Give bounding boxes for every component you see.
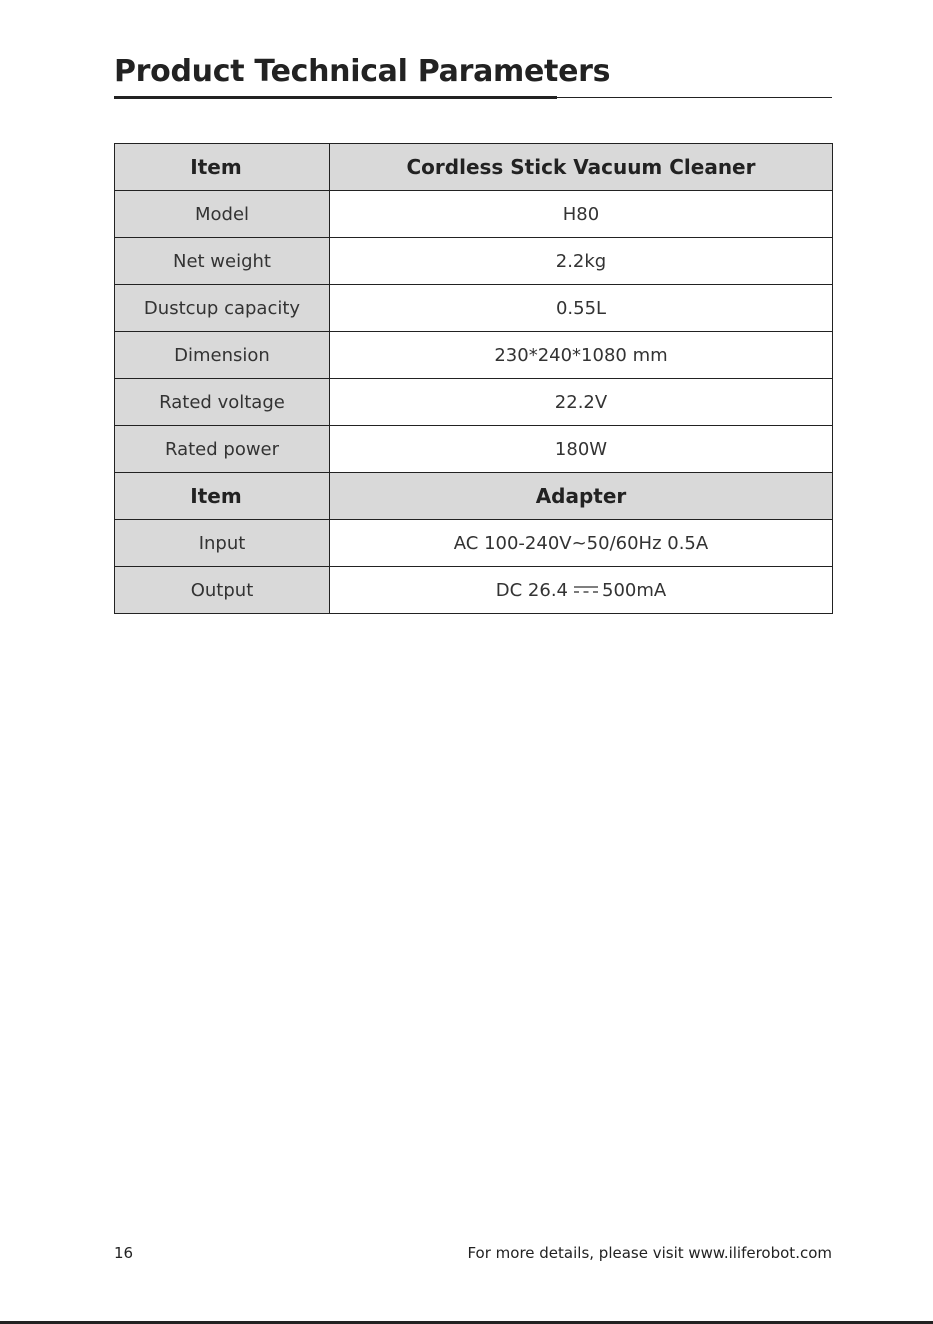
table-header-row — [115, 144, 833, 191]
dc-current-icon — [574, 585, 598, 594]
row-label: Dustcup capacity — [115, 285, 330, 332]
row-value: 180W — [330, 426, 833, 473]
output-current: 500mA — [602, 579, 667, 601]
page-number: 16 — [114, 1244, 134, 1262]
row-label: Model — [115, 191, 330, 238]
row-label: Rated power — [115, 426, 330, 473]
row-label: Output — [115, 567, 330, 614]
header-item-cell: Item — [115, 144, 330, 191]
row-value: AC 100-240V~50/60Hz 0.5A — [330, 520, 833, 567]
spec-table — [114, 143, 833, 614]
table-row — [115, 520, 833, 567]
row-label: Dimension — [115, 332, 330, 379]
row-value: 22.2V — [330, 379, 833, 426]
row-label: Net weight — [115, 238, 330, 285]
adapter-header-cell: Adapter — [330, 473, 833, 520]
header-product-cell: Cordless Stick Vacuum Cleaner — [330, 144, 833, 191]
row-value: H80 — [330, 191, 833, 238]
table-row — [115, 567, 833, 614]
adapter-header-row — [115, 473, 833, 520]
title-underline — [114, 96, 557, 99]
table-row — [115, 332, 833, 379]
table-row — [115, 191, 833, 238]
row-value: 0.55L — [330, 285, 833, 332]
title-rule — [557, 97, 832, 98]
row-label: Input — [115, 520, 330, 567]
footer-note: For more details, please visit www.iliferobot.com — [467, 1244, 832, 1262]
adapter-header-item-cell: Item — [115, 473, 330, 520]
table-row — [115, 379, 833, 426]
row-label: Rated voltage — [115, 379, 330, 426]
table-row — [115, 426, 833, 473]
output-value — [330, 567, 833, 614]
row-value: 230*240*1080 mm — [330, 332, 833, 379]
table-row — [115, 238, 833, 285]
table-row — [115, 285, 833, 332]
row-value: 2.2kg — [330, 238, 833, 285]
output-voltage: DC 26.4 — [495, 579, 568, 601]
page-title: Product Technical Parameters — [114, 54, 611, 89]
